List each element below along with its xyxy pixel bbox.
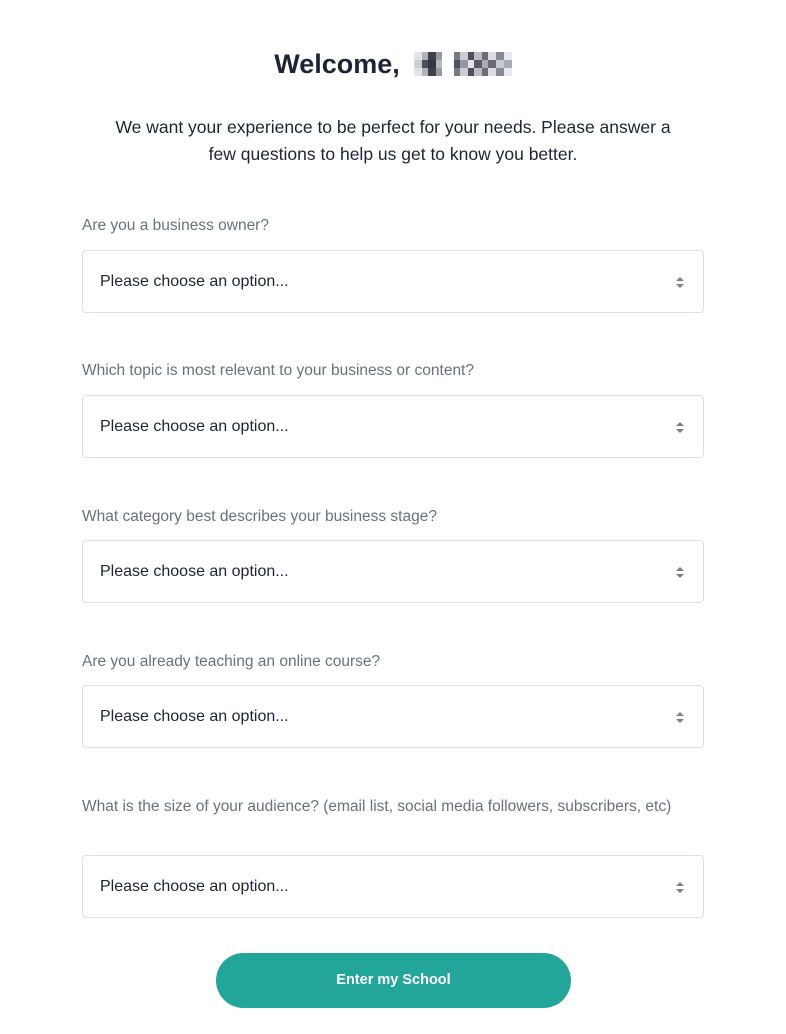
question-label: Are you a business owner?: [82, 217, 269, 234]
question-business-stage: [82, 505, 704, 580]
sort-arrows-icon: [676, 422, 684, 434]
enter-school-button[interactable]: Enter my School: [216, 953, 571, 1008]
question-online-course: [82, 650, 704, 725]
question-business-owner: [82, 214, 704, 290]
topic-select[interactable]: [82, 395, 704, 458]
select-value: Please choose an option...: [100, 273, 289, 290]
page-title: [0, 44, 786, 84]
question-topic: [82, 359, 704, 435]
question-label: What is the size of your audience? (email list, social media followers, subscribers, etc): [82, 798, 672, 815]
online-course-select[interactable]: [82, 685, 704, 748]
welcome-text: Welcome,: [274, 49, 400, 79]
select-value: Please choose an option...: [100, 878, 289, 895]
business-stage-select[interactable]: [82, 540, 704, 603]
question-label: Which topic is most relevant to your business or content?: [82, 362, 474, 379]
redacted-user-name: [414, 52, 512, 76]
sort-arrows-icon: [676, 882, 684, 894]
select-value: Please choose an option...: [100, 563, 289, 580]
sort-arrows-icon: [676, 567, 684, 579]
select-value: Please choose an option...: [100, 708, 289, 725]
question-audience-size: [82, 795, 704, 895]
select-value: Please choose an option...: [100, 418, 289, 435]
audience-size-select[interactable]: [82, 855, 704, 918]
business-owner-select[interactable]: [82, 250, 704, 313]
sort-arrows-icon: [676, 277, 684, 289]
sort-arrows-icon: [676, 712, 684, 724]
question-label: Are you already teaching an online course?: [82, 653, 381, 670]
question-label: What category best describes your business stage?: [82, 508, 437, 525]
intro-text: We want your experience to be perfect for your needs. Please answer a few questions to help us get to know you better.: [115, 117, 671, 164]
